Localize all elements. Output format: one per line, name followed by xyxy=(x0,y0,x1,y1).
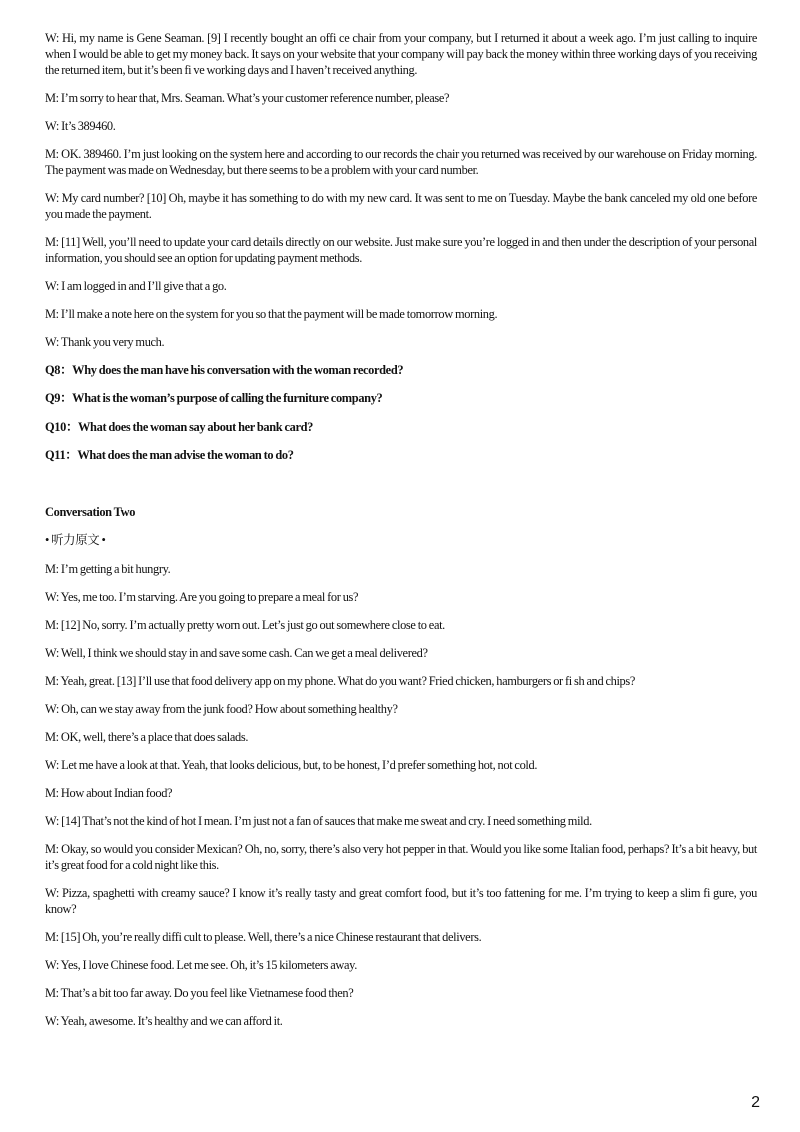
question-q9: Q9：What is the woman’s purpose of calling the furniture company? xyxy=(45,391,383,406)
dialogue-line: W: Oh, can we stay away from the junk food? How about something healthy? xyxy=(45,701,398,716)
transcript-page xyxy=(45,30,757,1041)
dialogue-line: W: [14] That’s not the kind of hot I mean. I’m just not a fan of sauces that make me sweat and cry. I need something mild. xyxy=(45,813,592,828)
dialogue-line: W: My card number? [10] Oh, maybe it has something to do with my new card. It was sent to me on Tuesday. Maybe the bank canceled my old one before you made the payment. xyxy=(45,191,757,221)
dialogue-line: M: Okay, so would you consider Mexican? Oh, no, sorry, there’s also very hot pepper in that. Would you like some Italian food, perhaps? It’s a bit heavy, but it’s great food for a cold night like this. xyxy=(45,841,757,872)
dialogue-line: M: [12] No, sorry. I’m actually pretty worn out. Let’s just go out somewhere close to eat. xyxy=(45,617,445,632)
dialogue-line: M: OK, well, there’s a place that does salads. xyxy=(45,729,249,744)
dialogue-line: M: Yeah, great. [13] I’ll use that food delivery app on my phone. What do you want? Fried chicken, hamburgers or fi sh and chips? xyxy=(45,673,636,688)
dialogue-line: M: I’m sorry to hear that, Mrs. Seaman. What’s your customer reference number, please? xyxy=(45,91,450,105)
section-heading: Conversation Two xyxy=(45,505,136,520)
dialogue-line: W: Yes, me too. I’m starving. Are you going to prepare a meal for us? xyxy=(45,589,359,604)
conversation-one xyxy=(45,30,757,463)
dialogue-line: W: It’s 389460. xyxy=(45,119,116,133)
conversation-two xyxy=(45,504,757,1028)
transcript-tag: • 听力原文 • xyxy=(45,533,106,548)
question-q8: Q8：Why does the man have his conversation with the woman recorded? xyxy=(45,363,404,377)
dialogue-line: M: I’ll make a note here on the system for you so that the payment will be made tomorrow morning. xyxy=(45,307,498,321)
dialogue-line: W: Hi, my name is Gene Seaman. [9] I recently bought an offi ce chair from your company, but I returned it about a week ago. I’m just calling to inquire when I would be able to get my money back. It says on your website that your company will pay back the money within three working days of you receiving the returned item, but it’s been fi ve working days and I haven’t received anything. xyxy=(45,31,757,77)
dialogue-line: W: Let me have a look at that. Yeah, that looks delicious, but, to be honest, I’d prefer something hot, not cold. xyxy=(45,757,538,772)
dialogue-line: M: That’s a bit too far away. Do you feel like Vietnamese food then? xyxy=(45,985,354,1000)
dialogue-line: M: OK. 389460. I’m just looking on the system here and according to our records the chair you returned was received by our warehouse on Friday morning. The payment was made on Wednesday, but there seems to be a problem with your card number. xyxy=(45,147,757,177)
dialogue-line: W: Yeah, awesome. It’s healthy and we can afford it. xyxy=(45,1013,283,1028)
dialogue-line: M: I’m getting a bit hungry. xyxy=(45,561,171,576)
question-q11: Q11：What does the man advise the woman to do? xyxy=(45,448,294,463)
dialogue-line: M: How about Indian food? xyxy=(45,785,173,800)
dialogue-line: W: Well, I think we should stay in and save some cash. Can we get a meal delivered? xyxy=(45,645,428,660)
page-number: 2 xyxy=(751,1094,760,1111)
dialogue-line: M: [11] Well, you’ll need to update your card details directly on our website. Just make sure you’re logged in and then under the description of your personal information, you should see an option for updating payment methods. xyxy=(45,235,757,265)
dialogue-line: W: Thank you very much. xyxy=(45,335,165,349)
dialogue-line: W: Yes, I love Chinese food. Let me see. Oh, it’s 15 kilometers away. xyxy=(45,957,357,972)
dialogue-line: W: Pizza, spaghetti with creamy sauce? I know it’s really tasty and great comfort food, but it’s too fattening for me. I’m trying to keep a slim fi gure, you know? xyxy=(45,885,757,916)
question-q10: Q10：What does the woman say about her bank card? xyxy=(45,419,314,434)
dialogue-line: W: I am logged in and I’ll give that a go. xyxy=(45,279,227,293)
dialogue-line: M: [15] Oh, you’re really diffi cult to please. Well, there’s a nice Chinese restaurant that delivers. xyxy=(45,929,482,944)
